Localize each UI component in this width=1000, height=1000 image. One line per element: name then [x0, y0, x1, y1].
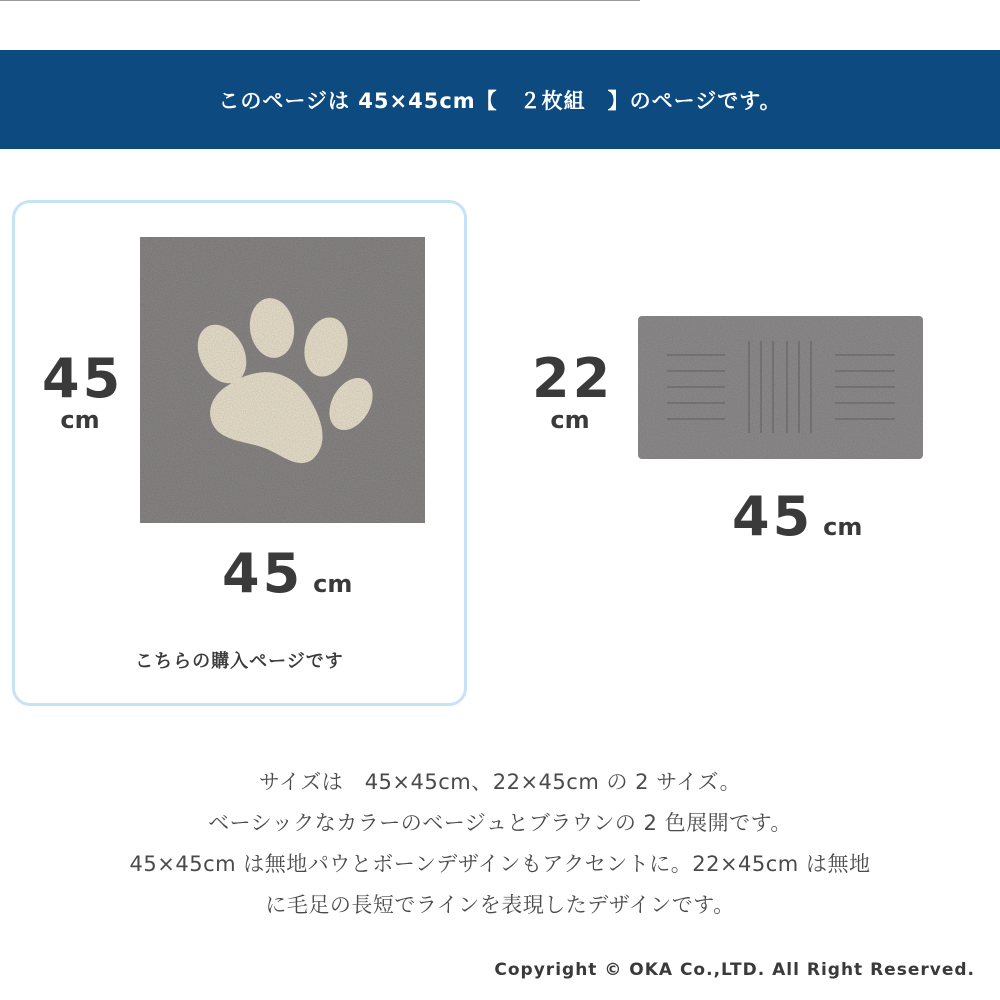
dimension-unit: cm	[823, 513, 863, 541]
dimension-unit: cm	[60, 406, 100, 434]
dimension-value: 22	[532, 347, 614, 410]
dimension-value: 45	[42, 347, 124, 410]
description-line: ベーシックなカラーのベージュとブラウンの 2 色展開です。	[208, 811, 792, 835]
description-line: 45×45cm は無地パウとボーンデザインもアクセントに。22×45cm は無地	[129, 852, 871, 876]
line-mat-image[interactable]	[637, 315, 924, 460]
product-description	[0, 762, 1000, 926]
mat-rect-width-label	[732, 485, 863, 548]
top-divider	[0, 0, 640, 1]
copyright-text: Copyright © OKA Co.,LTD. All Right Reserved.	[494, 960, 975, 980]
purchase-page-caption: こちらの購入ページです	[135, 651, 344, 672]
mat-square-width-label	[222, 542, 353, 605]
description-line: に毛足の長短でラインを表現したデザインです。	[265, 893, 735, 917]
banner-text: このページは 45×45cm【 ２枚組 】のページです。	[218, 88, 782, 113]
dimension-value: 45	[222, 542, 304, 605]
description-line: サイズは 45×45cm、22×45cm の 2 サイズ。	[258, 770, 742, 794]
mat-rect-height-label	[532, 347, 614, 434]
page-notice-banner	[0, 50, 1000, 149]
dimension-value: 45	[732, 485, 814, 548]
mat-square-height-label	[42, 347, 124, 434]
paw-mat-image	[139, 236, 426, 524]
dimension-unit: cm	[550, 406, 590, 434]
dimension-unit: cm	[313, 570, 353, 598]
